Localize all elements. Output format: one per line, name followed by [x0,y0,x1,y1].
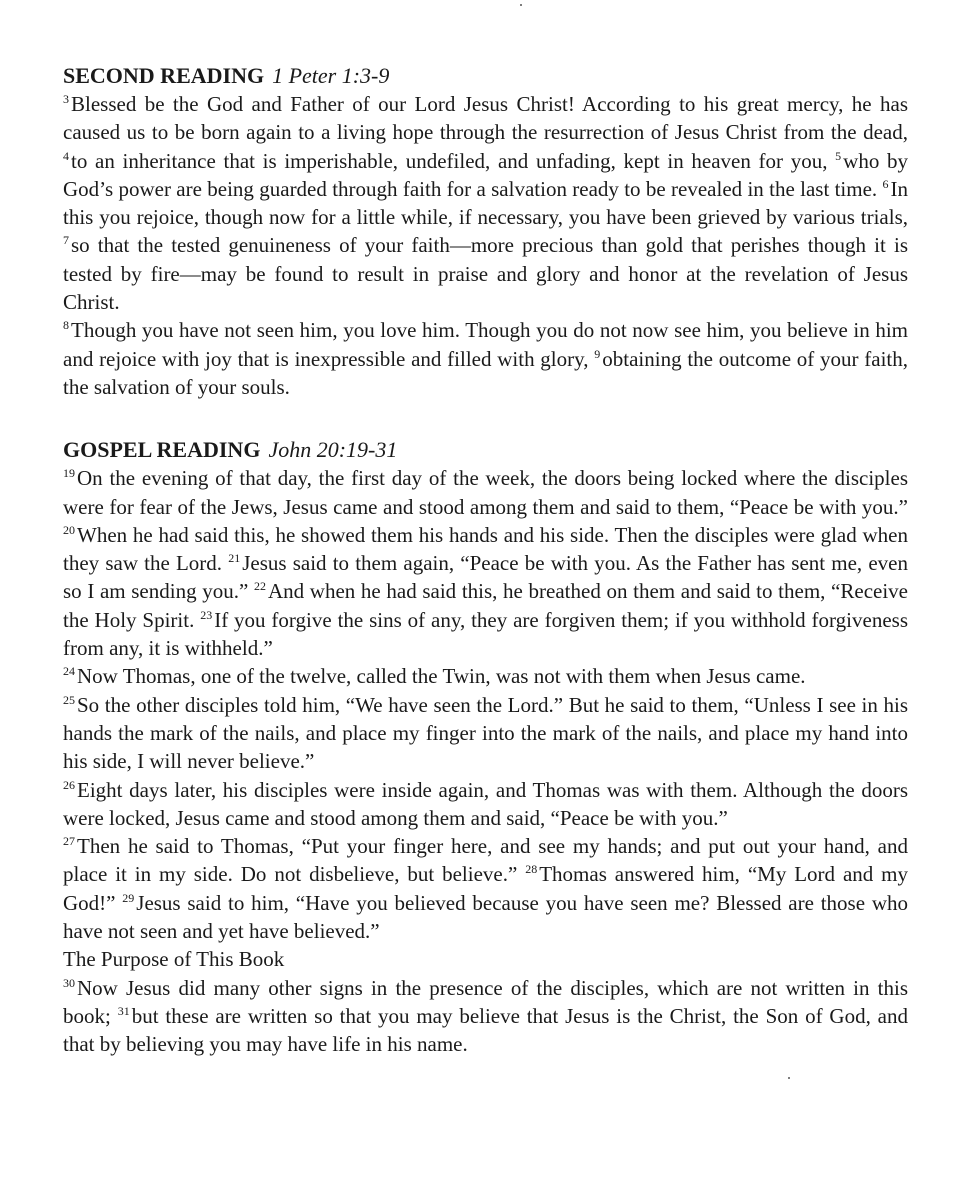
verse-number: 20 [63,522,75,537]
gospel-paragraph-3 [63,776,908,946]
verse-number: 8 [63,318,69,333]
verse-text: On the evening of that day, the first day of the week, the doors being locked where the disciples were for fear of the Jews, Jesus came and stood among them and said to them, “Peace be with you.” [63,466,908,519]
second-reading-heading [63,62,908,90]
second-reading-text [63,90,908,401]
purpose-subheading: The Purpose of This Book [63,947,285,972]
verse-number: 9 [594,346,601,361]
verse-number: 22 [253,579,266,594]
gospel-reading-reference: John 20:19-31 [268,437,398,463]
gospel-reading-label: GOSPEL READING [63,437,261,463]
verse-text: And when he had said this, he breathed on them and said to them, “Receive the Holy Spirit. [63,579,908,632]
verse-text: to an inheritance that is imperishable, undefiled, and unfading, kept in heaven for you, [71,148,828,173]
verse-text: so that the tested genuineness of your faith—more precious than gold that perishes though it is tested by fire—may be found to result in praise and glory and honor at the revelation of Jesus Christ. [63,233,908,315]
second-reading-label: SECOND READING [63,63,265,88]
verse-text: Thomas answered him, “My Lord and my God!” [63,862,909,915]
verse-text: If you forgive the sins of any, they are forgiven them; if you withhold forgiveness from any, it is withheld.” [63,607,908,661]
verse-number: 21 [228,551,241,566]
verse-number: 4 [63,148,69,163]
readings-page [63,62,908,1094]
gospel-paragraph-1 [63,464,908,662]
scan-speck [520,4,522,6]
verse-text: So the other disciples told him, “We have seen the Lord.” But he said to them, “Unless I see in his hands the mark of the nails, and place my finger into the mark of the nails, and place my hand into his side, I will never believe.” [63,692,908,774]
verse-number: 7 [63,233,69,248]
gospel-paragraph-2 [63,662,908,775]
verse-number: 23 [200,607,213,622]
gospel-paragraph-4 [63,974,908,1059]
verse-text: Jesus said to him, “Have you believed because you have seen me? Blessed are those who have not seen and yet have believed.” [63,890,908,944]
verse-number: 29 [122,890,135,905]
verse-text: In this you rejoice, though now for a little while, if necessary, you have been grieved by various trials, [63,176,909,230]
verse-number: 25 [63,692,75,707]
verse-number: 5 [835,148,842,163]
scan-speck [788,1077,790,1079]
verse-text: Now Jesus did many other signs in the presence of the disciples, which are not written in this book; [63,975,908,1028]
gospel-reading-section [63,436,908,1058]
verse-text: Now Thomas, one of the twelve, called the Twin, was not with them when Jesus came. [77,664,806,689]
verse-number: 19 [63,466,75,481]
verse-number: 24 [63,664,75,679]
verse-text: Eight days later, his disciples were inside again, and Thomas was with them. Although the doors were locked, Jesus came and stood among them and said, “Peace be with you.” [63,777,908,830]
verse-number: 31 [117,1003,130,1018]
verse-number: 27 [63,834,75,849]
verse-text: When he had said this, he showed them his hands and his side. Then the disciples were glad when they saw the Lord. [63,522,908,576]
verse-number: 6 [882,176,889,191]
verse-text: Then he said to Thomas, “Put your finger here, and see my hands; and put out your hand, and place it in my side. Do not disbelieve, but believe.” [63,834,908,887]
verse-text: but these are written so that you may believe that Jesus is the Christ, the Son of God, and that by believing you may have life in his name. [63,1003,908,1057]
verse-text: who by God’s power are being guarded through faith for a salvation ready to be revealed in the last time. [63,148,909,201]
verse-number: 26 [63,777,75,792]
second-reading-reference: 1 Peter 1:3-9 [272,63,390,88]
verse-text: Blessed be the God and Father of our Lord Jesus Christ! According to his great mercy, he has caused us to be born again to a living hope through the resurrection of Jesus Christ from the dead, [63,92,908,145]
verse-number: 30 [63,975,75,990]
second-reading-section [63,62,908,401]
verse-number: 3 [63,92,69,106]
gospel-reading-heading [63,436,908,464]
verse-text: obtaining the outcome of your faith, the salvation of your souls. [63,346,909,399]
verse-text: Jesus said to them again, “Peace be with you. As the Father has sent me, even so I am sending you.” [63,551,908,604]
verse-text: Though you have not seen him, you love him. Though you do not now see him, you believe in him and rejoice with joy that is inexpressible and filled with glory, [63,318,908,371]
verse-number: 28 [525,862,538,877]
